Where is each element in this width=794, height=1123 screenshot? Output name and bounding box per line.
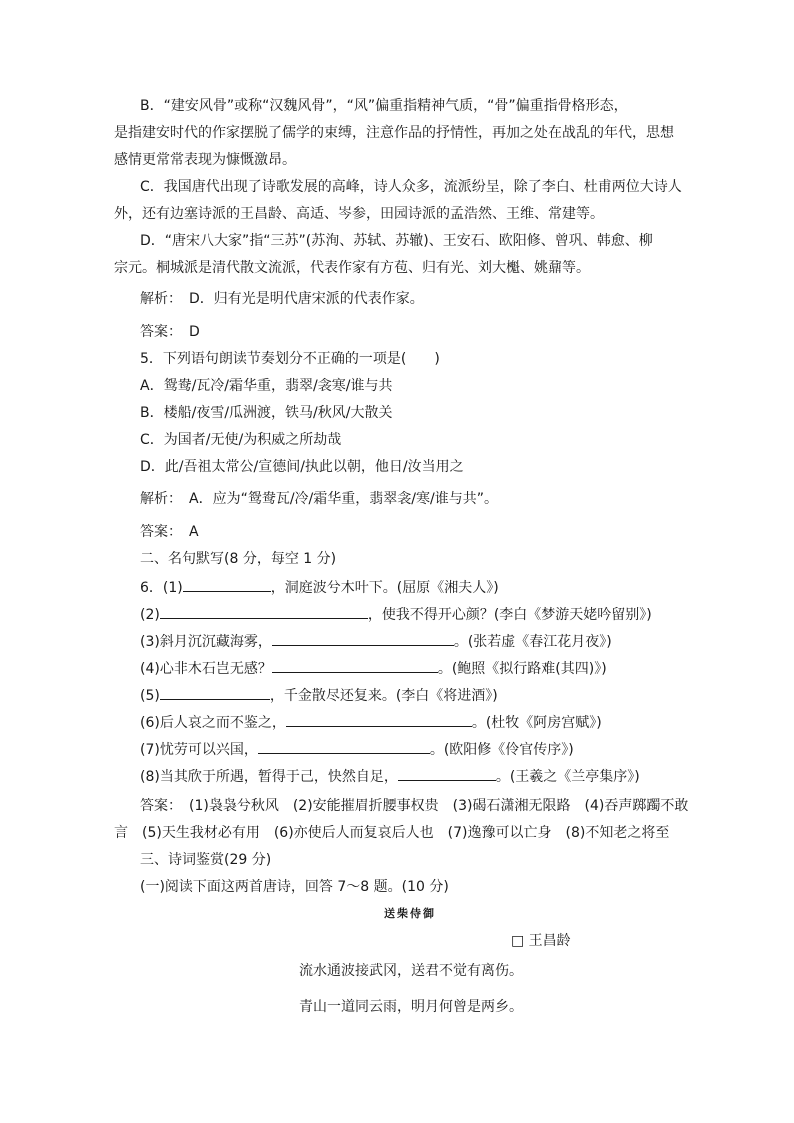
q6-item-4 [140,658,607,678]
section-3-heading: 三、诗词鉴赏(29 分) [140,852,272,868]
section-2-heading: 二、名句默写(8 分，每空 1 分) [140,551,337,567]
q6-6-prefix: (6)后人哀之而不鉴之， [140,715,286,731]
section-3-subheading: (一)阅读下面这两首唐诗，回答 7～8 题。(10 分) [140,879,449,895]
q4-answer: 答案： D [140,324,200,340]
poem-title: 送柴侍御 [384,907,436,920]
q6-4-suffix: 。(鲍照《拟行路难(其四)》) [437,661,607,677]
q5-option-b: B．楼船/夜雪/瓜洲渡，铁马/秋风/大散关 [140,405,393,421]
option-b-line-1: B．“建安风骨”或称“汉魏风骨”，“风”偏重指精神气质，“骨”偏重指骨格形态， [140,98,628,114]
option-c-line-1: C．我国唐代出现了诗歌发展的高峰，诗人众多，流派纷呈，除了李白、杜甫两位大诗人 [140,179,682,195]
q5-analysis: 解析： A．应为“鸳鸯瓦/冷/霜华重，翡翠衾/寒/谁与共”。 [140,491,498,507]
q6-5-suffix: ，千金散尽还复来。(李白《将进酒》) [269,688,498,704]
fill-blank[interactable] [398,766,496,781]
q6-1-prefix: 6．(1) [140,580,183,596]
q6-answer-line-2: 言 (5)天生我材必有用 (6)亦使后人而复哀后人也 (7)逸豫可以亡身 (8)不知老之将至 [114,825,670,841]
q6-item-6 [140,712,602,732]
q6-item-3 [140,631,612,651]
q6-4-prefix: (4)心非木石岂无感？ [140,661,272,677]
q6-1-suffix: ，洞庭波兮木叶下。(屈原《湘夫人》) [270,580,499,596]
poem-line-2: 青山一道同云雨，明月何曾是两乡。 [299,999,523,1015]
q6-item-5 [140,685,498,705]
q6-answer-line-1: 答案： (1)袅袅兮秋风 (2)安能摧眉折腰事权贵 (3)碣石潇湘无限路 (4)吞声踯躅不敢 [140,798,689,814]
q6-item-8 [140,766,640,786]
q6-7-prefix: (7)忧劳可以兴国， [140,742,258,758]
q6-3-suffix: 。(张若虚《春江花月夜》) [453,634,612,650]
q5-option-c: C．为国者/无使/为积威之所劫哉 [140,432,342,448]
q6-8-suffix: 。(王羲之《兰亭集序》) [495,769,640,785]
q5-option-a: A．鸳鸯/瓦冷/霜华重，翡翠/衾寒/谁与共 [140,378,393,394]
fill-blank[interactable] [258,739,430,754]
poem-author: □ 王昌龄 [511,933,571,949]
fill-blank[interactable] [160,604,368,619]
option-c-line-2: 外，还有边塞诗派的王昌龄、高适、岑参，田园诗派的孟浩然、王维、常建等。 [114,206,604,222]
fill-blank[interactable] [286,712,472,727]
q5-answer: 答案： A [140,524,199,540]
fill-blank[interactable] [160,685,270,700]
fill-blank[interactable] [272,631,454,646]
poem-line-1: 流水通波接武冈，送君不觉有离伤。 [299,963,523,979]
q6-item-7 [140,739,574,759]
option-d-line-1: D．“唐宋八大家”指“三苏”(苏洵、苏轼、苏辙)、王安石、欧阳修、曾巩、韩愈、柳 [140,233,653,249]
q5-question: 5．下列语句朗读节奏划分不正确的一项是( ) [140,351,440,367]
fill-blank[interactable] [183,577,271,592]
option-b-line-2: 是指建安时代的作家摆脱了儒学的束缚，注意作品的抒情性，再加之处在战乱的年代，思想 [114,125,674,141]
q6-6-suffix: 。(杜牧《阿房宫赋》) [471,715,602,731]
q6-7-suffix: 。(欧阳修《伶官传序》) [429,742,574,758]
q4-analysis: 解析： D．归有光是明代唐宋派的代表作家。 [140,291,424,307]
q6-item-2 [140,604,652,624]
fill-blank[interactable] [272,658,438,673]
q6-2-prefix: (2) [140,607,160,623]
option-d-line-2: 宗元。桐城派是清代散文流派，代表作家有方苞、归有光、刘大櫆、姚鼐等。 [114,260,590,276]
q6-5-prefix: (5) [140,688,160,704]
q6-3-prefix: (3)斜月沉沉藏海雾， [140,634,272,650]
option-b-line-3: 感情更常常表现为慷慨激昂。 [114,152,296,168]
q6-2-suffix: ，使我不得开心颜？(李白《梦游天姥吟留别》) [367,607,652,623]
q5-option-d: D．此/吾祖太常公/宣德间/执此以朝，他日/汝当用之 [140,459,464,475]
q6-8-prefix: (8)当其欣于所遇，暂得于己，快然自足， [140,769,398,785]
q6-item-1 [140,577,499,597]
